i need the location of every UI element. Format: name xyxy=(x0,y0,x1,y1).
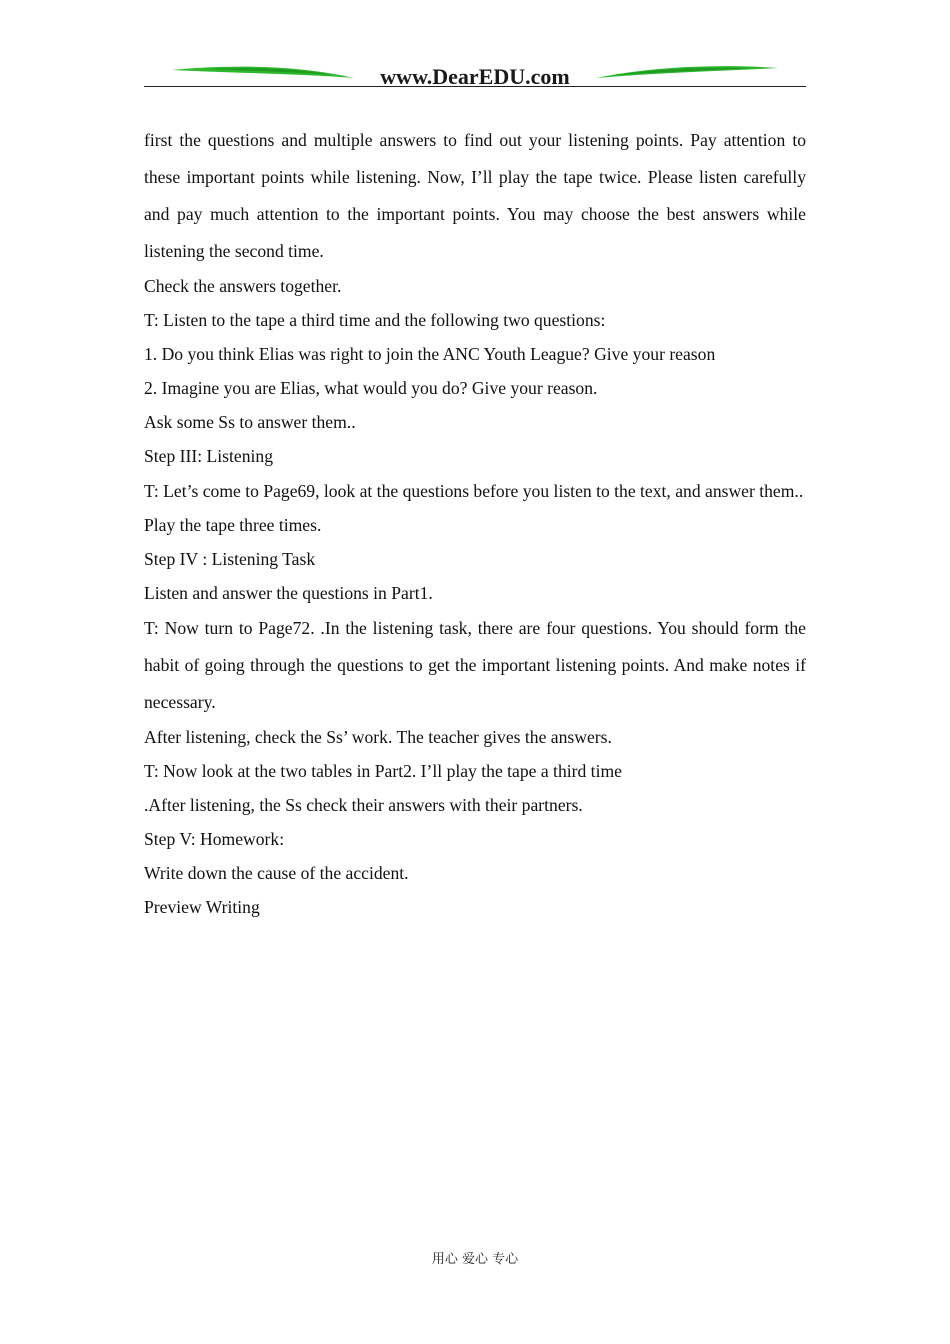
paragraph-partners: .After listening, the Ss check their answers with their partners. xyxy=(144,794,583,815)
question-2: 2. Imagine you are Elias, what would you do? Give your reason. xyxy=(144,377,598,398)
paragraph-preview: Preview Writing xyxy=(144,896,260,917)
site-logo-text: www.DearEDU.com xyxy=(380,64,570,89)
paragraph-homework: Write down the cause of the accident. xyxy=(144,862,409,883)
step-5-heading: Step V: Homework: xyxy=(144,828,285,849)
paragraph-listening-instructions: first the questions and multiple answers to find out your listening points. Pay attention to these important points while listening. Now, I’ll play the tape twice. Please listen carefully and pay much attention to the important points. You may choose the best answers while listening the second time. xyxy=(144,130,806,261)
paragraph-third-time: T: Listen to the tape a third time and the following two questions: xyxy=(144,309,606,330)
paragraph-play-tape: Play the tape three times. xyxy=(144,515,322,535)
step-3-heading: Step III: Listening xyxy=(144,445,273,466)
paragraph-part2: T: Now look at the two tables in Part2. I’ll play the tape a third time xyxy=(144,760,622,781)
step-4-heading: Step IV : Listening Task xyxy=(144,549,316,569)
paragraph-check-work: After listening, check the Ss’ work. The teacher gives the answers. xyxy=(144,726,612,747)
paragraph-page69: T: Let’s come to Page69, look at the questions before you listen to the text, and answer them.. xyxy=(144,480,804,501)
paragraph-ask-ss: Ask some Ss to answer them.. xyxy=(144,411,356,432)
page-footer: 用心 爱心 专心 xyxy=(431,1252,519,1267)
paragraph-part1: Listen and answer the questions in Part1. xyxy=(144,583,433,603)
right-swoosh xyxy=(596,66,778,78)
document-body xyxy=(144,122,806,924)
paragraph-check-answers: Check the answers together. xyxy=(144,275,342,296)
question-1: 1. Do you think Elias was right to join the ANC Youth League? Give your reason xyxy=(144,343,716,364)
header-rule xyxy=(144,86,806,87)
paragraph-page72: T: Now turn to Page72. .In the listening task, there are four questions. You should form the habit of going through the questions to get the important listening points. And make notes if necessary. xyxy=(144,618,806,712)
